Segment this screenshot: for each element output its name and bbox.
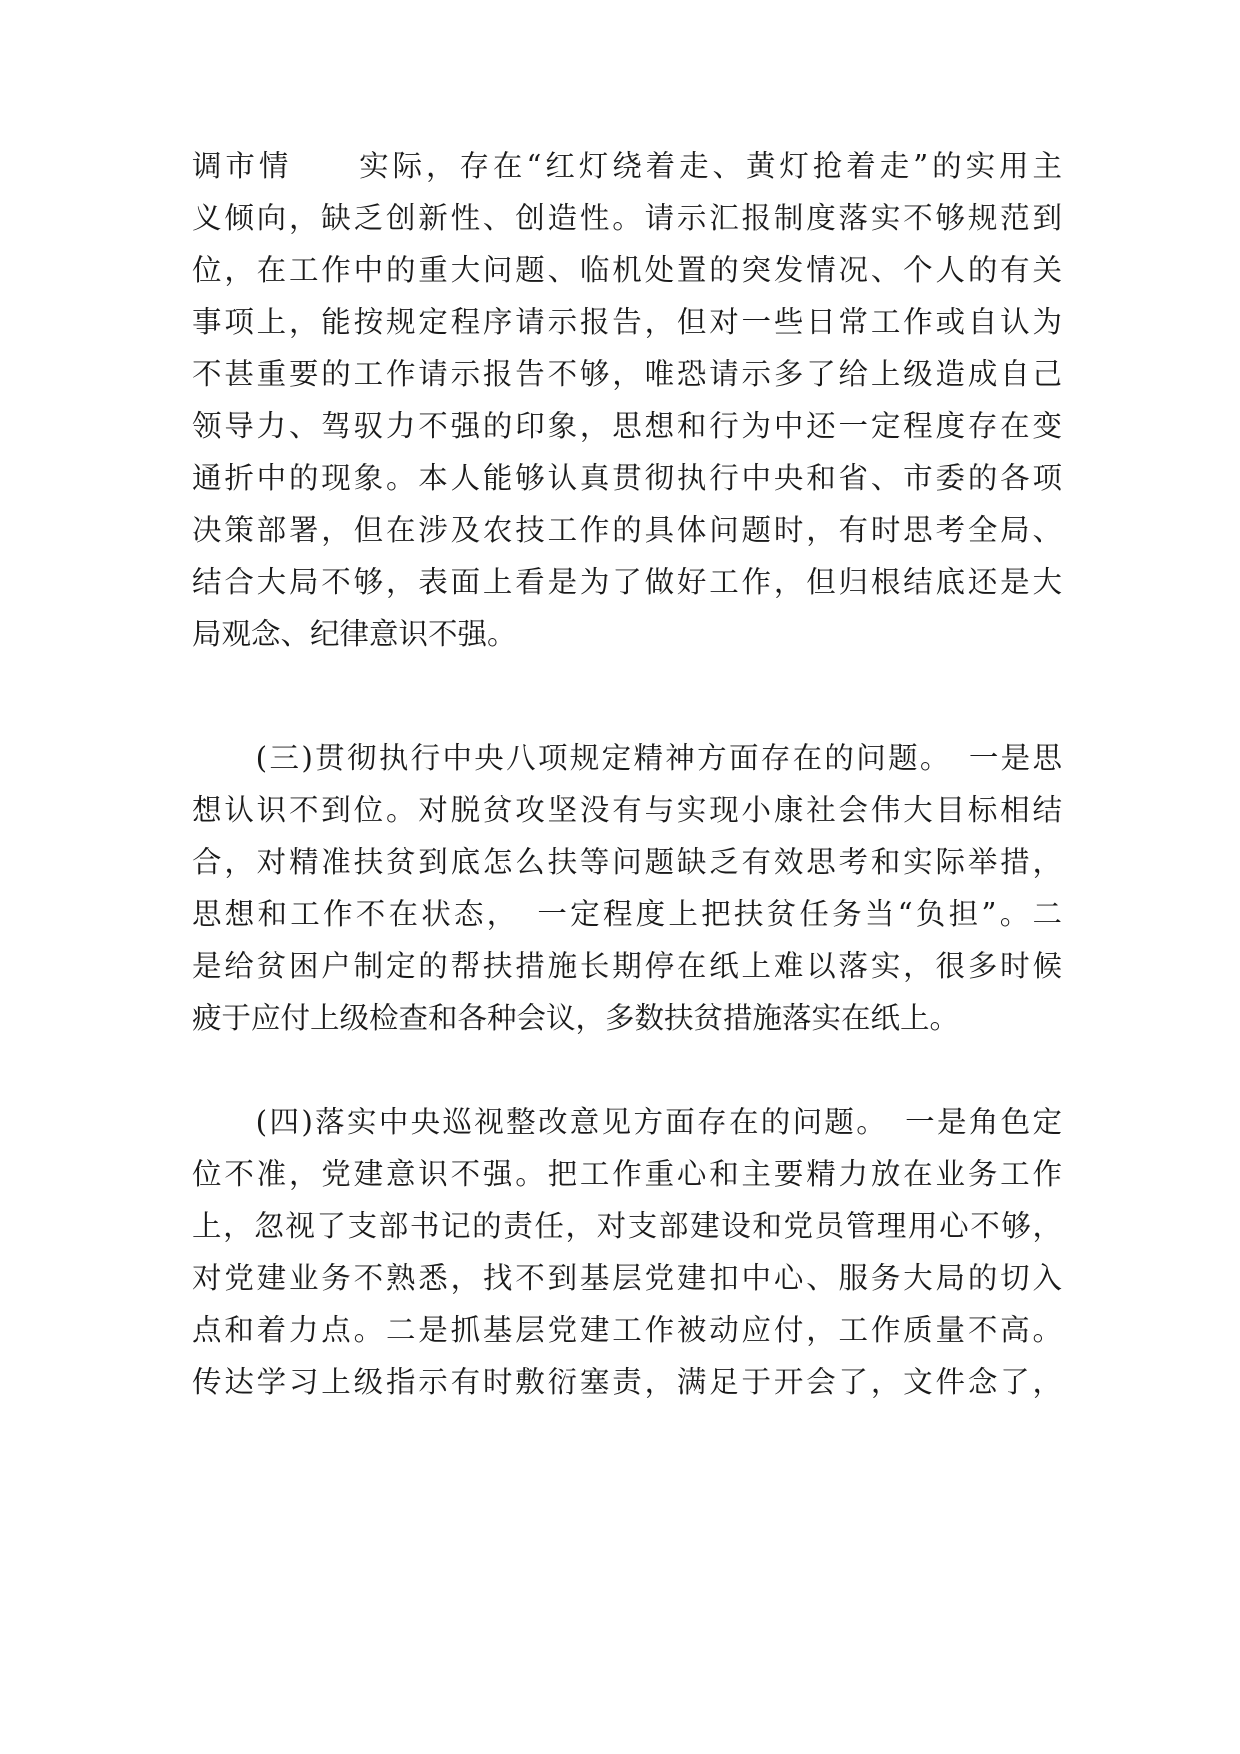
text-line: 是给贫困户制定的帮扶措施长期停在纸上难以落实，很多时候: [192, 949, 1062, 983]
text-line: 位不准，党建意识不强。把工作重心和主要精力放在业务工作: [192, 1157, 1062, 1191]
text-line: 点和着力点。二是抓基层党建工作被动应付，工作质量不高。: [192, 1313, 1062, 1347]
text-line: 结合大局不够，表面上看是为了做好工作，但归根结底还是大: [192, 565, 1062, 599]
text-line: 通折中的现象。本人能够认真贯彻执行中央和省、市委的各项: [192, 461, 1062, 495]
text-line: 领导力、驾驭力不强的印象，思想和行为中还一定程度存在变: [192, 409, 1062, 443]
text-line: 调市情 实际，存在“红灯绕着走、黄灯抢着走”的实用主: [192, 149, 1062, 183]
text-line: (四)落实中央巡视整改意见方面存在的问题。 一是角色定: [192, 1105, 1062, 1139]
text-line: 传达学习上级指示有时敷衍塞责，满足于开会了，文件念了，: [192, 1365, 1062, 1399]
text-line: 合，对精准扶贫到底怎么扶等问题缺乏有效思考和实际举措，: [192, 845, 1062, 879]
text-line: 想认识不到位。对脱贫攻坚没有与实现小康社会伟大目标相结: [192, 793, 1062, 827]
text-line: 对党建业务不熟悉，找不到基层党建扣中心、服务大局的切入: [192, 1261, 1062, 1295]
text-line: 义倾向，缺乏创新性、创造性。请示汇报制度落实不够规范到: [192, 201, 1062, 235]
text-line: 不甚重要的工作请示报告不够，唯恐请示多了给上级造成自己: [192, 357, 1062, 391]
text-line: 局观念、纪律意识不强。: [192, 617, 517, 651]
text-line: 事项上，能按规定程序请示报告，但对一些日常工作或自认为: [192, 305, 1062, 339]
text-line: 决策部署，但在涉及农技工作的具体问题时，有时思考全局、: [192, 513, 1062, 547]
text-line: 疲于应付上级检查和各种会议，多数扶贫措施落实在纸上。: [192, 1001, 960, 1035]
text-line: 位，在工作中的重大问题、临机处置的突发情况、个人的有关: [192, 253, 1062, 287]
text-line: 上，忽视了支部书记的责任，对支部建设和党员管理用心不够，: [192, 1209, 1062, 1243]
text-line: (三)贯彻执行中央八项规定精神方面存在的问题。 一是思: [192, 741, 1062, 775]
text-line: 思想和工作不在状态， 一定程度上把扶贫任务当“负担”。二: [192, 897, 1062, 931]
